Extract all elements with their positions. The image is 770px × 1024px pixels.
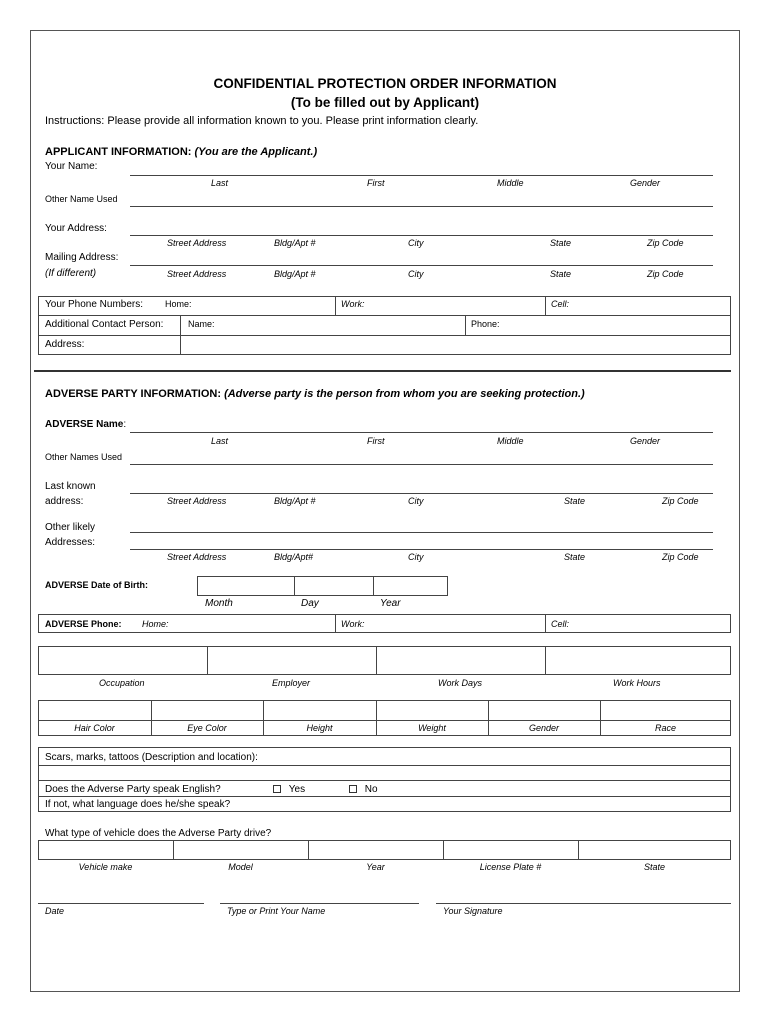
scars-label: Scars, marks, tattoos (Description and location):	[45, 752, 258, 763]
caption-bldg: Bldg/Apt #	[274, 496, 316, 506]
mailing-address-line[interactable]	[130, 265, 713, 266]
hair-color-field[interactable]	[39, 701, 150, 719]
caption-state: State	[550, 238, 572, 248]
caption-gender: Gender	[630, 436, 661, 446]
mailing-address-label: Mailing Address:	[45, 252, 119, 263]
caption-hair-color: Hair Color	[74, 723, 115, 733]
caption-last: Last	[211, 436, 229, 446]
caption-street: Street Address	[167, 552, 227, 562]
other-names-label: Other Names Used	[45, 452, 123, 462]
caption-race: Race	[654, 723, 676, 733]
table-divider	[335, 614, 336, 633]
form-title: CONFIDENTIAL PROTECTION ORDER INFORMATION	[213, 76, 557, 91]
last-known-label: Last known	[45, 481, 96, 492]
other-name-label: Other Name Used	[45, 194, 118, 204]
caption-first: First	[367, 436, 385, 446]
form-subtitle: (To be filled out by Applicant)	[290, 95, 480, 110]
table-divider	[38, 780, 731, 781]
vehicle-question: What type of vehicle does the Adverse Party drive?	[45, 828, 272, 839]
vehicle-year-field[interactable]	[309, 841, 442, 859]
section-divider	[34, 370, 731, 372]
contact-name-field[interactable]: Name:	[188, 319, 215, 329]
adverse-work-phone-field[interactable]: Work:	[341, 619, 365, 629]
last-known-label-2: address:	[45, 496, 84, 507]
caption-zip: Zip Code	[662, 496, 699, 506]
caption-vehicle-make: Vehicle make	[78, 862, 133, 872]
table-divider	[38, 315, 731, 316]
dob-month-field[interactable]	[198, 577, 293, 595]
adverse-name-line[interactable]	[130, 432, 713, 433]
caption-middle: Middle	[497, 178, 524, 188]
yes-checkbox[interactable]	[273, 785, 281, 793]
additional-contact-label: Additional Contact Person:	[45, 319, 164, 330]
caption-occupation: Occupation	[99, 678, 145, 688]
caption-month: Month	[205, 598, 233, 609]
signature-line[interactable]	[436, 903, 731, 904]
contact-address-label: Address:	[45, 339, 85, 350]
vehicle-state-field[interactable]	[579, 841, 730, 859]
other-likely-label: Other likely	[45, 522, 96, 533]
scars-field[interactable]	[39, 766, 730, 779]
applicant-heading-note: (You are the Applicant.)	[194, 146, 318, 158]
yes-label: Yes	[288, 784, 306, 795]
caption-eye-color: Eye Color	[187, 723, 227, 733]
other-address-line-1[interactable]	[130, 532, 713, 533]
table-divider	[180, 315, 181, 355]
caption-city: City	[408, 269, 424, 279]
last-known-address-line[interactable]	[130, 493, 713, 494]
eye-color-field[interactable]	[152, 701, 262, 719]
adverse-home-phone-field[interactable]: Home:	[142, 619, 169, 629]
caption-street: Street Address	[167, 496, 227, 506]
occupation-field[interactable]	[39, 647, 206, 674]
other-address-line-2[interactable]	[130, 549, 713, 550]
gender-field[interactable]	[489, 701, 599, 719]
caption-state: State	[564, 496, 586, 506]
applicant-heading-label: APPLICANT INFORMATION:	[45, 146, 192, 158]
adverse-phone-label: ADVERSE Phone:	[45, 619, 122, 629]
work-phone-field[interactable]: Work:	[341, 299, 365, 309]
caption-middle: Middle	[497, 436, 524, 446]
caption-license-plate: License Plate #	[479, 862, 542, 872]
english-question: Does the Adverse Party speak English?	[45, 784, 221, 795]
language-question: If not, what language does he/she speak?	[45, 799, 231, 810]
applicant-heading	[45, 146, 317, 158]
if-different-label: (If different)	[45, 268, 97, 279]
caption-employer: Employer	[272, 678, 311, 688]
date-caption: Date	[45, 906, 65, 916]
caption-work-hours: Work Hours	[613, 678, 661, 688]
table-divider	[335, 296, 336, 315]
caption-zip: Zip Code	[662, 552, 699, 562]
caption-bldg: Bldg/Apt#	[274, 552, 314, 562]
table-divider	[465, 315, 466, 335]
print-name-line[interactable]	[220, 903, 419, 904]
date-line[interactable]	[38, 903, 204, 904]
caption-vehicle-state: State	[643, 862, 665, 872]
dob-year-field[interactable]	[374, 577, 447, 595]
adverse-heading-note: (Adverse party is the person from whom you are seeking protection.)	[224, 388, 585, 400]
table-divider	[38, 796, 731, 797]
your-address-line[interactable]	[130, 235, 713, 236]
caption-state: State	[564, 552, 586, 562]
work-hours-field[interactable]	[546, 647, 730, 674]
signature-caption: Your Signature	[443, 906, 503, 916]
caption-day: Day	[301, 598, 319, 609]
caption-bldg: Bldg/Apt #	[274, 269, 316, 279]
caption-street: Street Address	[167, 238, 227, 248]
phone-numbers-label: Your Phone Numbers:	[45, 299, 144, 310]
contact-address-field[interactable]	[182, 337, 730, 354]
caption-weight: Weight	[418, 723, 446, 733]
caption-bldg: Bldg/Apt #	[274, 238, 316, 248]
your-name-line[interactable]	[130, 175, 713, 176]
no-label: No	[364, 784, 378, 795]
caption-gender: Gender	[528, 723, 560, 733]
caption-zip: Zip Code	[647, 238, 684, 248]
employer-field[interactable]	[208, 647, 375, 674]
print-name-caption: Type or Print Your Name	[227, 906, 326, 916]
work-days-field[interactable]	[377, 647, 544, 674]
adverse-heading-label: ADVERSE PARTY INFORMATION:	[45, 388, 222, 400]
english-yes-option[interactable]	[273, 784, 305, 795]
table-divider	[545, 614, 546, 633]
caption-work-days: Work Days	[438, 678, 483, 688]
table-divider	[545, 296, 546, 315]
caption-first: First	[367, 178, 385, 188]
other-name-line[interactable]	[130, 206, 713, 207]
your-address-label: Your Address:	[45, 223, 107, 234]
table-divider	[38, 335, 731, 336]
adverse-heading	[45, 388, 585, 400]
caption-state: State	[550, 269, 572, 279]
caption-gender: Gender	[630, 178, 661, 188]
home-phone-field[interactable]: Home:	[165, 299, 192, 309]
adverse-name-colon: :	[123, 419, 127, 430]
caption-height: Height	[306, 723, 333, 733]
caption-model: Model	[228, 862, 253, 872]
adverse-name-label	[45, 419, 126, 430]
adverse-cell-phone-field[interactable]: Cell:	[551, 619, 570, 629]
your-name-label: Your Name:	[45, 161, 98, 172]
vehicle-make-field[interactable]	[39, 841, 172, 859]
cell-phone-field[interactable]: Cell:	[551, 299, 570, 309]
dob-day-field[interactable]	[295, 577, 372, 595]
contact-phone-field[interactable]: Phone:	[471, 319, 500, 329]
caption-street: Street Address	[167, 269, 227, 279]
english-no-option[interactable]	[349, 784, 378, 795]
license-plate-field[interactable]	[444, 841, 577, 859]
caption-city: City	[408, 552, 424, 562]
table-divider	[38, 720, 731, 721]
adverse-name-label-bold: ADVERSE Name	[45, 419, 124, 430]
dob-label: ADVERSE Date of Birth:	[45, 580, 149, 590]
weight-field[interactable]	[377, 701, 487, 719]
caption-year: Year	[366, 862, 385, 872]
caption-zip: Zip Code	[647, 269, 684, 279]
caption-year: Year	[380, 598, 401, 609]
no-checkbox[interactable]	[349, 785, 357, 793]
other-names-line[interactable]	[130, 464, 713, 465]
caption-city: City	[408, 496, 424, 506]
instructions: Instructions: Please provide all information known to you. Please print information clearly.	[45, 115, 479, 127]
race-field[interactable]	[601, 701, 730, 719]
caption-last: Last	[211, 178, 229, 188]
other-likely-label-2: Addresses:	[45, 537, 96, 548]
caption-city: City	[408, 238, 424, 248]
height-field[interactable]	[264, 701, 375, 719]
vehicle-model-field[interactable]	[174, 841, 307, 859]
